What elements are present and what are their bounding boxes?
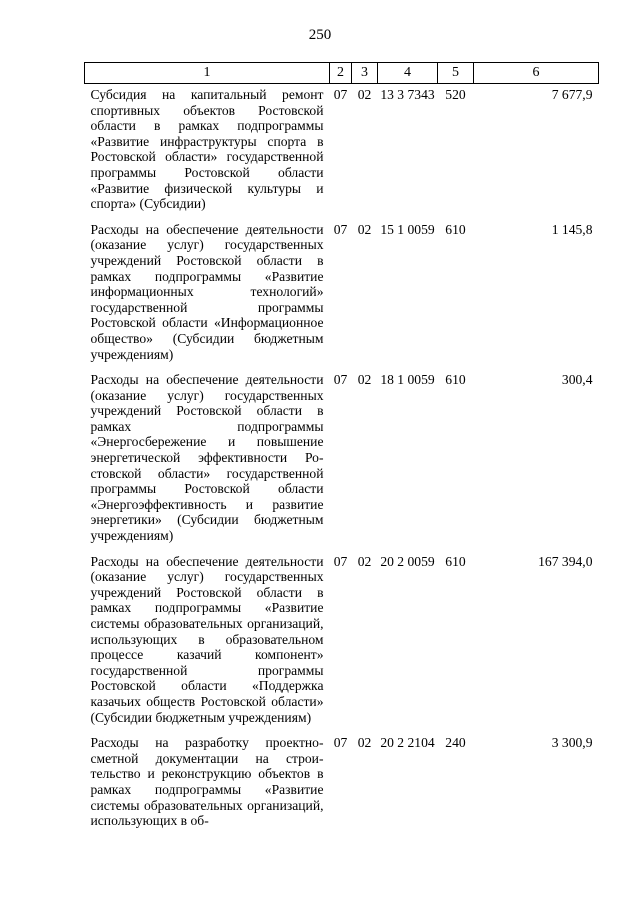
row-amount: 167 394,0 <box>538 553 593 569</box>
header-col-1: 1 <box>85 63 330 84</box>
row-expense-type: 610 <box>445 221 466 237</box>
row-section: 07 <box>333 372 348 388</box>
header-col-2: 2 <box>330 63 352 84</box>
row-subsection: 02 <box>357 87 372 102</box>
row-section: 07 <box>333 553 348 569</box>
row-subsection: 02 <box>357 372 372 388</box>
table-row <box>85 84 599 219</box>
header-col-5: 5 <box>438 63 474 84</box>
row-description: Расходы на обеспечение деятельности (оказание услуг) государственных учреждений Ростовской области в рамках подпрограммы «Развитие информационных технологий» государственной программы Ростовской области «Информационное общество» (Субсидии бюджетным учреждениям) <box>90 221 324 362</box>
row-amount: 300,4 <box>561 372 593 388</box>
row-description: Расходы на обеспечение деятельности (оказание услуг) государственных учреждений Ростовской области в рамках подпрограммы «Энергосбережение и повышение энергетической эффективности Ростовской области» государственной программы Ростовской области «Энергоэффективность и развитие энергетики» (Субсидии бюджетным учреждениям) <box>90 372 324 544</box>
header-col-3: 3 <box>352 63 378 84</box>
row-description: Субсидия на капитальный ремонт спортивных объектов Ростовской области в рамках подпрограммы «Развитие инфраструктуры спорта в Ростовской области» государственной программы Ростовской области «Развитие физической культуры и спорта» (Субсидии) <box>90 87 324 212</box>
row-expense-type: 610 <box>445 372 466 388</box>
row-subsection: 02 <box>357 553 372 569</box>
row-target-item: 20 2 2104 <box>380 735 435 751</box>
row-section: 07 <box>333 87 348 102</box>
row-description: Расходы на разработку проектно-сметной документации на строительство и реконструкцию объектов в рамках подпрограммы «Развитие системы образовательных организаций, использующих в об- <box>90 735 324 829</box>
row-target-item: 13 3 7343 <box>380 87 435 102</box>
row-description: Расходы на обеспечение деятельности (оказание услуг) государственных учреждений Ростовской области в рамках подпрограммы «Развитие системы образовательных организаций, использующих в образовательном процессе казачий компонент» государственной программы Ростовской области «Поддержка казачьих обществ Ростовской области» (Субсидии бюджетным учреждениям) <box>90 553 324 725</box>
table-row <box>85 551 599 733</box>
header-col-4: 4 <box>378 63 438 84</box>
row-section: 07 <box>333 221 348 237</box>
row-target-item: 20 2 0059 <box>380 553 435 569</box>
row-target-item: 18 1 0059 <box>380 372 435 388</box>
table-header-row <box>85 63 599 84</box>
header-col-6: 6 <box>474 63 599 84</box>
row-amount: 1 145,8 <box>551 221 593 237</box>
row-subsection: 02 <box>357 735 372 751</box>
row-section: 07 <box>333 735 348 751</box>
table-row <box>85 369 599 551</box>
page-number: 250 <box>308 27 332 43</box>
table-row <box>85 732 599 836</box>
row-expense-type: 520 <box>445 87 466 102</box>
row-amount: 7 677,9 <box>551 87 593 102</box>
row-target-item: 15 1 0059 <box>380 221 435 237</box>
table-row <box>85 219 599 369</box>
row-amount: 3 300,9 <box>551 735 593 751</box>
row-subsection: 02 <box>357 221 372 237</box>
budget-table <box>84 62 599 836</box>
row-expense-type: 240 <box>445 735 466 751</box>
row-expense-type: 610 <box>445 553 466 569</box>
